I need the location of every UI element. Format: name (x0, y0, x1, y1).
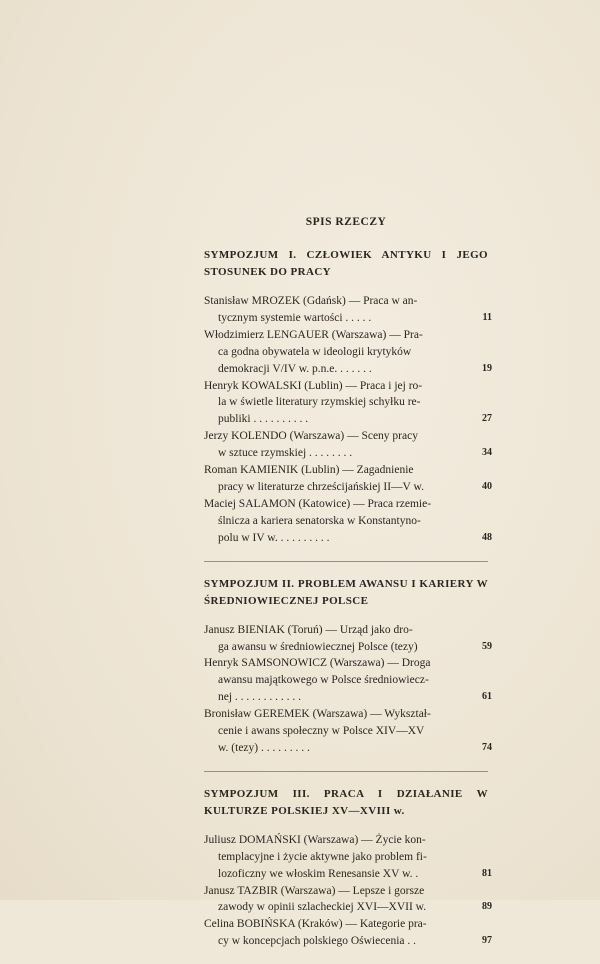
entry-line: cenie i awans społeczny w Polsce XIV—XV (218, 725, 425, 738)
toc-entry[interactable] (204, 293, 492, 327)
toc-sections (204, 247, 492, 950)
symposium-heading: SYMPOZJUM II. PROBLEM AWANSU I KARIERY W ŚREDNIOWIECZNEJ POLSCE (204, 577, 488, 607)
entry-line: Maciej SALAMON (Katowice) — Praca rzemie- (204, 497, 432, 510)
entry-line: la w świetle literatury rzymskiej schyłku re- (218, 396, 421, 409)
entry-line: polu w IV w. . . . . . . . . . (218, 531, 330, 544)
entry-line: publiki . . . . . . . . . . (218, 413, 309, 426)
entry-line: nej . . . . . . . . . . . . (218, 691, 302, 704)
toc-entry[interactable] (204, 655, 492, 706)
toc-entry[interactable] (204, 916, 492, 950)
page-number: 89 (482, 901, 492, 913)
entry-line: demokracji V/IV w. p.n.e. . . . . . . (218, 362, 372, 375)
entry-line: ca godna obywatela w ideologii krytyków (218, 345, 412, 358)
toc-entry[interactable] (204, 706, 492, 757)
symposium-heading: SYMPOZJUM I. CZŁOWIEK ANTYKU I JEGO STOSUNEK DO PRACY (204, 249, 488, 278)
symposium-heading: SYMPOZJUM III. PRACA I DZIAŁANIE W KULTURZE POLSKIEJ XV—XVIII w. (204, 787, 488, 817)
page-number: 34 (482, 447, 492, 459)
entry-line: Stanisław MROZEK (Gdańsk) — Praca w an- (204, 295, 418, 307)
entry-line: tycznym systemie wartości . . . . . (218, 311, 372, 324)
page-number: 81 (482, 867, 492, 879)
entry-line: w sztuce rzymskiej . . . . . . . . (218, 447, 353, 460)
toc-entry[interactable] (204, 496, 492, 547)
entry-line: Roman KAMIENIK (Lublin) — Zagadnienie (204, 464, 414, 477)
entry-line: ślnicza a kariera senatorska w Konstantyno- (218, 514, 421, 527)
entry-line: Juliusz DOMAŃSKI (Warszawa) — Życie kon- (204, 833, 426, 846)
entry-line: Henryk SAMSONOWICZ (Warszawa) — Droga (204, 657, 431, 670)
entry-line: zawody w opinii szlacheckiej XVI—XVII w. (218, 901, 427, 914)
page-number: 27 (482, 413, 492, 425)
toc-entry[interactable] (204, 428, 492, 462)
toc-entry[interactable] (204, 883, 492, 917)
section-divider (204, 561, 488, 562)
page-number: 59 (482, 640, 492, 652)
entry-line: Celina BOBIŃSKA (Kraków) — Kategorie pra- (204, 918, 427, 931)
entry-line: ga awansu w średniowiecznej Polsce (tezy) (218, 640, 418, 653)
page-number: 61 (482, 691, 492, 703)
entry-line: templacyjne i życie aktywne jako problem fi- (218, 850, 427, 863)
entry-list (204, 293, 492, 547)
toc-entry[interactable] (204, 378, 492, 429)
page-number: 19 (482, 362, 492, 374)
page-number: 40 (482, 480, 492, 492)
entry-line: cy w koncepcjach polskiego Oświecenia . . (218, 935, 416, 948)
page-number: 48 (482, 531, 492, 543)
entry-line: Włodzimierz LENGAUER (Warszawa) — Pra- (204, 328, 423, 341)
toc-title: SPIS RZECZY (305, 216, 387, 228)
toc-entry[interactable] (204, 622, 492, 656)
entry-line: Janusz TAZBIR (Warszawa) — Lepsze i gorsze (204, 884, 425, 897)
table-of-contents (204, 216, 492, 964)
entry-list (204, 832, 492, 950)
section-divider (204, 771, 488, 772)
entry-line: Bronisław GEREMEK (Warszawa) — Wykształ- (204, 708, 431, 721)
entry-line: pracy w literaturze chrześcijańskiej II—V w. (218, 480, 424, 493)
page-number: 74 (482, 741, 492, 753)
entry-line: awansu majątkowego w Polsce średniowiecz- (218, 674, 429, 687)
toc-entry[interactable] (204, 462, 492, 496)
entry-list (204, 622, 492, 757)
entry-line: w. (tezy) . . . . . . . . . (218, 741, 310, 754)
entry-line: Henryk KOWALSKI (Lublin) — Praca i jej ro- (204, 379, 423, 392)
toc-entry[interactable] (204, 832, 492, 883)
page-number: 97 (482, 935, 492, 947)
toc-entry[interactable] (204, 327, 492, 378)
entry-line: lozoficzny we włoskim Renesansie XV w. . (218, 867, 419, 880)
entry-line: Janusz BIENIAK (Toruń) — Urząd jako dro- (204, 623, 413, 636)
entry-line: Jerzy KOLENDO (Warszawa) — Sceny pracy (204, 430, 418, 443)
page-number: 11 (482, 311, 492, 323)
